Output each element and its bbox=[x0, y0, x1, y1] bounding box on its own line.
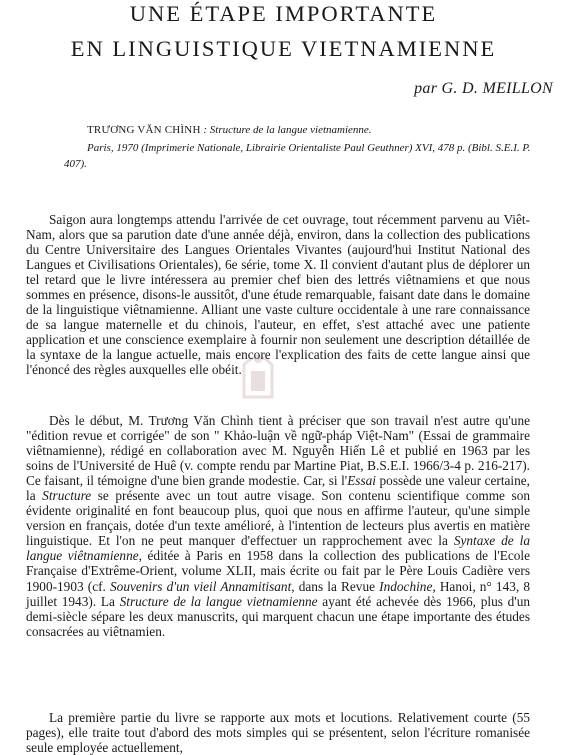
p2-text-e: , dans la Revue bbox=[291, 578, 380, 594]
body-paragraph-2 bbox=[26, 413, 530, 639]
p2-essai: Essai bbox=[347, 473, 377, 489]
article-title-line-1: UNE ÉTAPE IMPORTANTE bbox=[129, 1, 438, 26]
p2-souvenirs-title: Souvenirs d'un vieil Annamitisant bbox=[110, 578, 292, 594]
p2-text-b: possède une valeur certaine, la bbox=[26, 473, 531, 504]
p2-text-a: Dès le début, M. Trương Văn Chình tient à préciser que son travail n'est autre qu'une "édition revue et corrigée" de son " Khảo-luận về ngữ-pháp Việt-Nam" (Essai de grammaire viêtnamienne), rédigé en collaboration avec M. Nguyễn Hiến Lê et publié en 1963 par les soins de l'Université de Huê (v. compte rendu par Martine Piat, B.S.E.I. 1966/3-4 p. 216-217). Ce faisant, il témoigne d'une bien grande modestie. Car, si l' bbox=[26, 413, 530, 489]
book-publication-info: Paris, 1970 (Imprimerie Nationale, Librairie Orientaliste Paul Geuthner) XVI, 478 p. (Bibl. S.E.I. P. 407). bbox=[64, 142, 531, 170]
body-paragraph-1: Saigon aura longtemps attendu l'arrivée de cet ouvrage, tout récemment parvenu au Viêt-Nam, alors que sa parution date d'une année déjà, environ, dans la collection des publications du Centre Universitaire des Langues Orientales Vivantes (aujourd'hui Institut National des Langues et Civilisations Orientales), 6e série, tome X. Il convient d'autant plus de déplorer un tel retard que le livre intéressera au premier chef bien des lettrés viêtnamiens et que nous sommes en présence, disons-le aussitôt, d'une étude remarquable, faisant date dans le domaine de la linguistique viêtnamienne. Alliant une vaste culture occidentale à une rare connaissance de sa langue maternelle et du chinois, l'auteur, en effet, s'est attaché avec une patiente application et une conscience exemplaire à fournir non seulement une description détaillée de la syntaxe de la langue actuelle, mais encore l'explication des faits de cette langue ainsi que l'énoncé des règles auxquelles elle obéit. bbox=[26, 212, 530, 378]
p2-syntaxe-title: Syntaxe de la langue viêtnamienne bbox=[26, 533, 530, 564]
body-paragraph-3: La première partie du livre se rapporte aux mots et locutions. Relativement courte (55 pages), elle traite tout d'abord des mots simples qui se présentent, selon l'écriture romanisée seule employée actuellement, bbox=[26, 710, 530, 755]
p2-text-g: ayant été achevée dès 1966, plus d'un demi-siècle sépare les deux manuscrits, qui marquent chacun une étape importante des études consacrées au viêtnamien. bbox=[26, 593, 530, 639]
book-reference bbox=[87, 122, 567, 138]
article-author: par G. D. MEILLON bbox=[414, 80, 553, 97]
p2-structure-title: Structure de la langue vietnamienne bbox=[119, 593, 318, 609]
book-title: : Structure de la langue vietnamienne. bbox=[203, 124, 372, 136]
book-author: TRƯƠNG VĂN CHÌNH bbox=[87, 124, 201, 136]
p2-text-d: , éditée à Paris en 1958 dans la collection des publications de l'Ecole Française d'Extrême-Orient, volume XLII, mais écrite ou fait par le Père Louis Cadière vers 1900-1903 (cf. bbox=[26, 548, 530, 594]
p2-text-f: , Hanoi, n° 143, 8 juillet 1943). La bbox=[26, 578, 530, 609]
p2-text-c: se présente avec un tout autre visage. Son contenu scientifique comme son évidente originalité en font beaucoup plus, quoi que nous en affirme l'auteur, qu'une simple version en français, dotée d'un texte amélioré, à l'intention de lecteurs plus avertis en matière linguistique. Et l'on ne peut manquer d'effectuer un rapprochement avec la bbox=[26, 488, 530, 549]
p2-indochine: Indochine bbox=[379, 578, 433, 594]
p2-structure: Structure bbox=[42, 488, 92, 504]
article-title-line-2: EN LINGUISTIQUE VIETNAMIENNE bbox=[70, 36, 497, 61]
